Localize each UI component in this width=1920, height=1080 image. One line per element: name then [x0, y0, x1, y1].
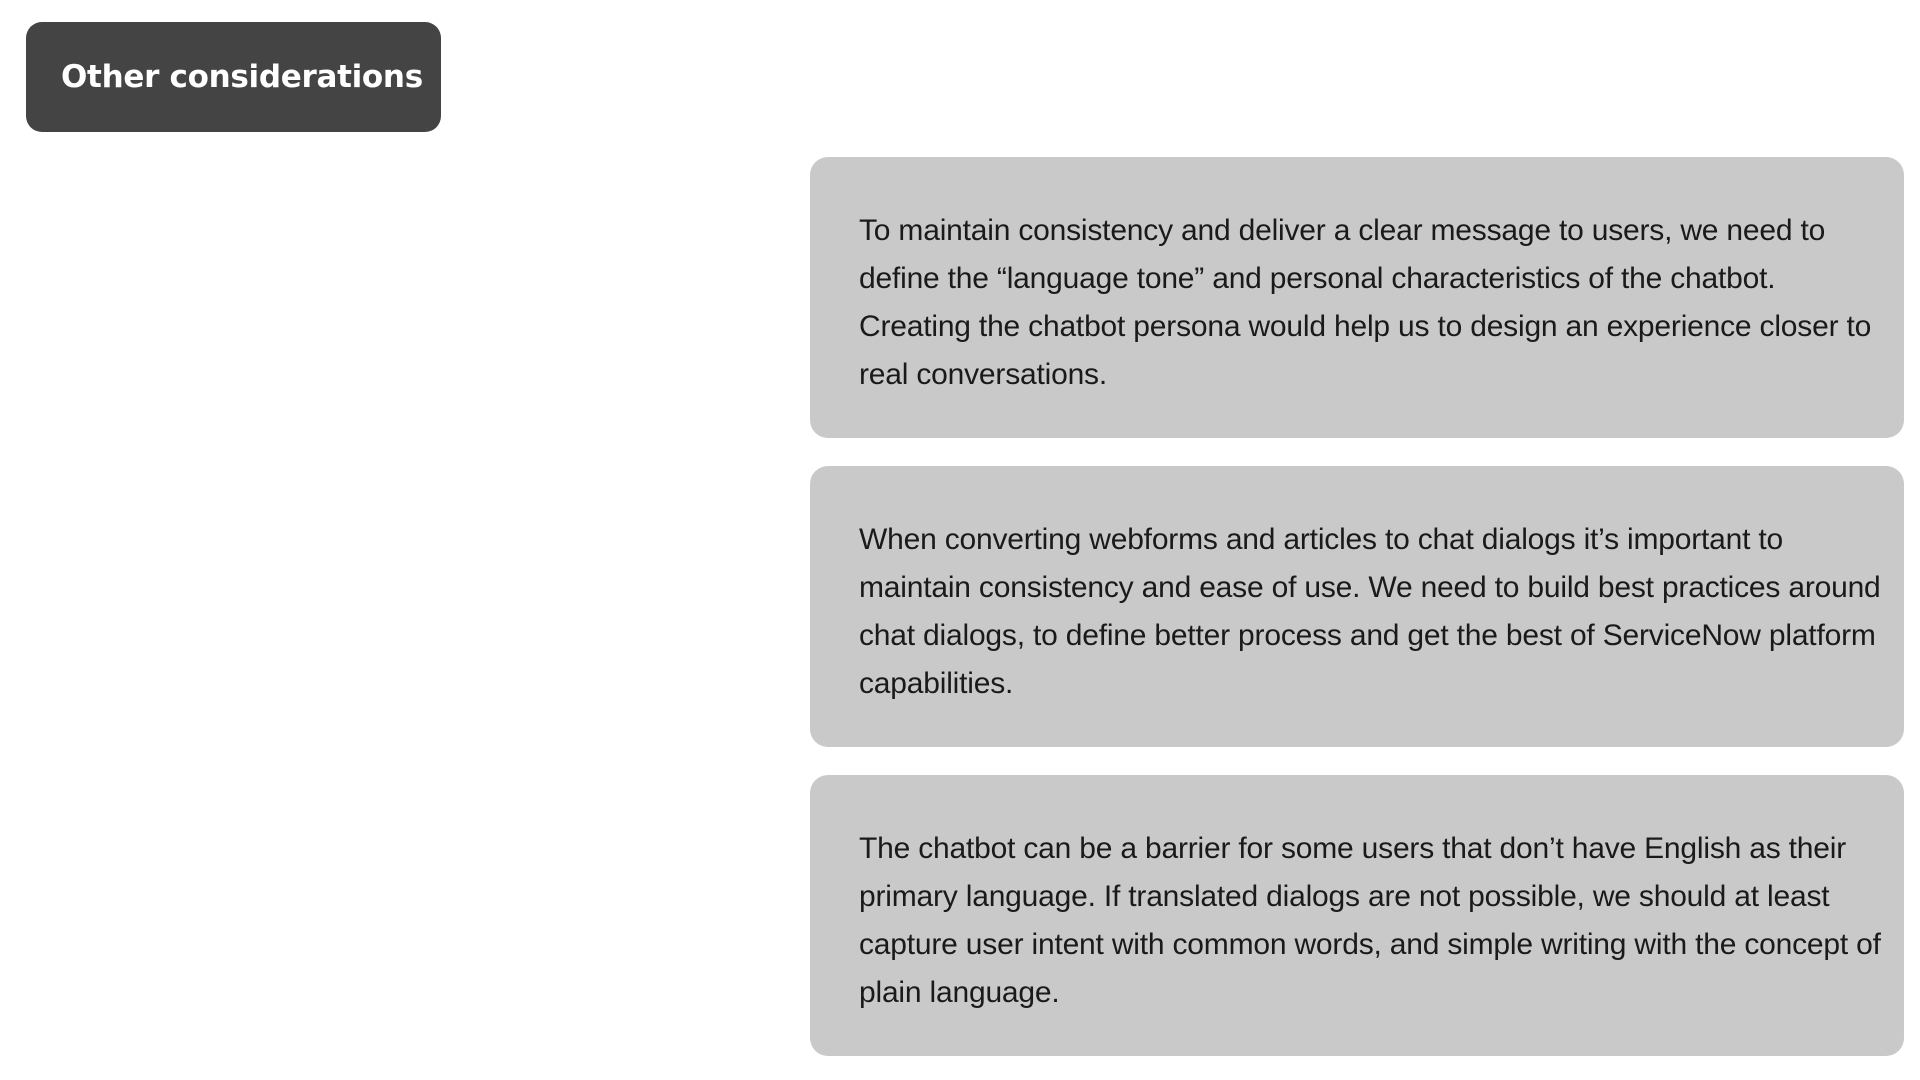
consideration-card-persona	[810, 157, 1904, 438]
consideration-card-language	[810, 775, 1904, 1056]
consideration-text: To maintain consistency and deliver a clear message to users, we need to define the “language tone” and personal characteristics of the chatbot. Creating the chatbot persona would help us to design an experience closer to real conversations.	[859, 214, 1872, 391]
consideration-text: When converting webforms and articles to chat dialogs it’s important to maintain consistency and ease of use. We need to build best practices around chat dialogs, to define better process and get the best of ServiceNow platform capabilities.	[859, 523, 1881, 700]
page-title: Other considerations	[26, 22, 441, 132]
considerations-list	[810, 157, 1904, 1056]
consideration-text: The chatbot can be a barrier for some users that don’t have English as their primary language. If translated dialogs are not possible, we should at least capture user intent with common words, and simple writing with the concept of plain language.	[859, 832, 1881, 1009]
consideration-card-dialogs	[810, 466, 1904, 747]
